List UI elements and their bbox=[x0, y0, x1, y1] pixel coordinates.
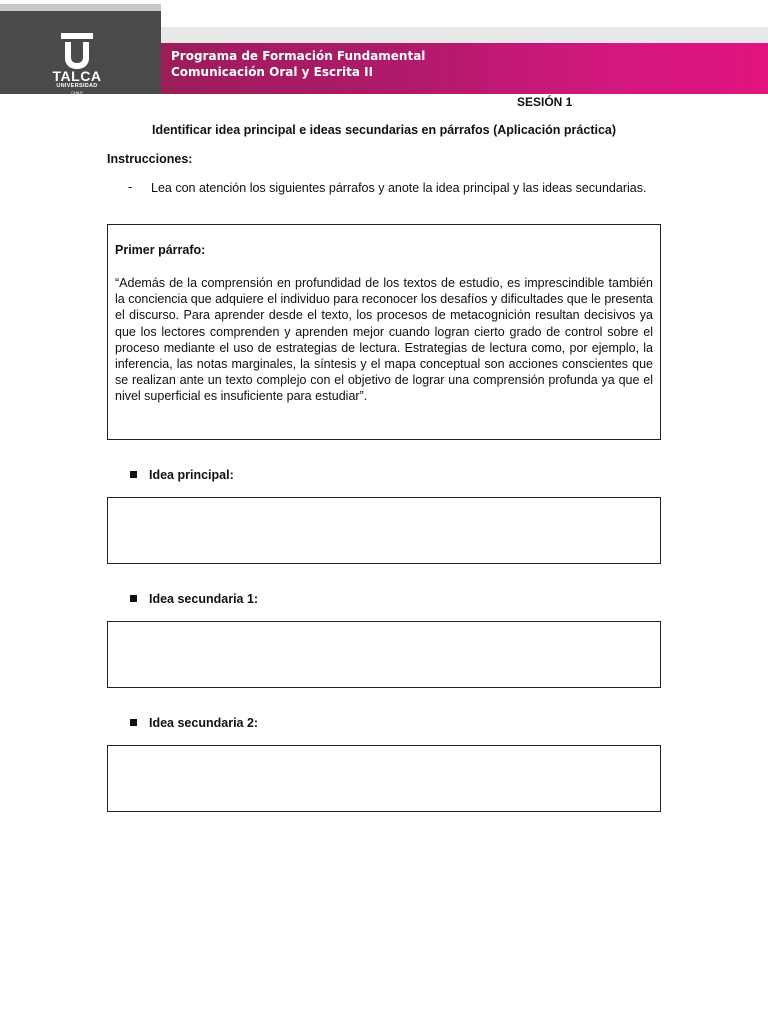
session-label: SESIÓN 1 bbox=[517, 95, 573, 109]
document-title: Identificar idea principal e ideas secundarias en párrafos (Aplicación práctica) bbox=[151, 123, 617, 137]
course-title: Comunicación Oral y Escrita II bbox=[171, 65, 374, 79]
main-idea-label: Idea principal: bbox=[130, 468, 234, 482]
instruction-text: Lea con atención los siguientes párrafos y anote la idea principal y las ideas secundarias. bbox=[151, 181, 647, 195]
square-bullet-icon bbox=[130, 595, 137, 602]
header-grey-strip bbox=[161, 27, 768, 43]
header-band bbox=[161, 43, 768, 94]
square-bullet-icon bbox=[130, 719, 137, 726]
paragraph-title: Primer párrafo: bbox=[115, 243, 206, 257]
secondary-idea-2-answer-box[interactable] bbox=[107, 745, 661, 812]
instructions-heading: Instrucciones: bbox=[107, 152, 193, 166]
secondary-idea-2-label: Idea secundaria 2: bbox=[130, 716, 258, 730]
secondary-idea-1-label: Idea secundaria 1: bbox=[130, 592, 258, 606]
university-logo bbox=[0, 4, 161, 94]
paragraph-box bbox=[107, 224, 661, 440]
paragraph-text: “Además de la comprensión en profundidad de los textos de estudio, es imprescindible también la conciencia que adquiere el individuo para reconocer los desafíos y dificultades que le presenta el discurso. Para aprender desde el texto, los procesos de metacognición resultan decisivos ya que los lectores comprenden y aprenden mejor cuando logran cierto grado de control sobre el proceso mediante el uso de estrategias de lectura. Estrategias de lectura como, por ejemplo, la inferencia, las notas marginales, la síntesis y el mapa conceptual son acciones conscientes que se realizan ante un texto complejo con el objetivo de lograr una comprensión profunda ya que el nivel superficial es insuficiente para estudiar”. bbox=[115, 276, 653, 404]
program-title: Programa de Formación Fundamental bbox=[171, 49, 426, 63]
square-bullet-icon bbox=[130, 471, 137, 478]
talca-logo-icon bbox=[61, 33, 93, 69]
logo-wordmark: TALCA UNIVERSIDAD CHILE bbox=[52, 68, 102, 95]
main-idea-answer-box[interactable] bbox=[107, 497, 661, 564]
secondary-idea-1-answer-box[interactable] bbox=[107, 621, 661, 688]
instruction-dash: - bbox=[128, 180, 133, 194]
